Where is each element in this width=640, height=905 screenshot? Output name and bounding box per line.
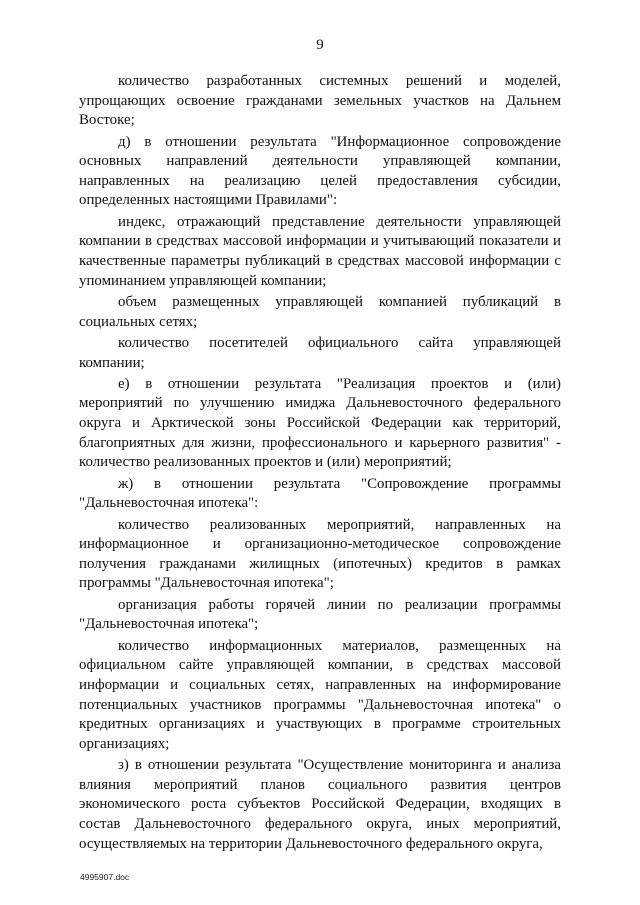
paragraph: е) в отношении результата "Реализация проектов и (или) мероприятий по улучшению имиджа Дальневосточного федерального округа и Арктической зоны Российской Федерации как территорий, благоприятных для жизни, профессионального и карьерного развития" - количество реализованных проектов и (или) мероприятий; [79, 375, 561, 471]
paragraph: организация работы горячей линии по реализации программы "Дальневосточная ипотека"; [79, 596, 561, 633]
paragraph: д) в отношении результата "Информационное сопровождение основных направлений деятельности управляющей компании, направленных на реализацию целей предоставления субсидии, определенных настоящими Правилами": [79, 133, 561, 209]
paragraph: количество разработанных системных решений и моделей, упрощающих освоение гражданами земельных участков на Дальнем Востоке; [79, 73, 561, 129]
page-number: 9 [316, 37, 324, 53]
paragraph: количество посетителей официального сайта управляющей компании; [79, 334, 561, 371]
document-body [79, 72, 561, 854]
document-filename: 4995907.doc [80, 872, 130, 882]
paragraph: объем размещенных управляющей компанией публикаций в социальных сетях; [79, 293, 561, 330]
paragraph: количество информационных материалов, размещенных на официальном сайте управляющей компании, в средствах массовой информации и социальных сетях, направленных на информирование потенциальных участников программы "Дальневосточная ипотека" о кредитных организациях и участвующих в программе строительных организациях; [79, 637, 561, 752]
paragraph: количество реализованных мероприятий, направленных на информационное и организационно-методическое сопровождение получения гражданами жилищных (ипотечных) кредитов в рамках программы "Дальневосточная ипотека"; [79, 516, 561, 592]
paragraph: ж) в отношении результата "Сопровождение программы "Дальневосточная ипотека": [79, 475, 561, 512]
paragraph: з) в отношении результата "Осуществление мониторинга и анализа влияния мероприятий планов социального развития центров экономического роста субъектов Российской Федерации, входящих в состав Дальневосточного федерального округа, иных мероприятий, осуществляемых на территории Дальневосточного федерального округа, [79, 757, 561, 852]
paragraph: индекс, отражающий представление деятельности управляющей компании в средствах массовой информации и учитывающий показатели и качественные параметры публикаций в средствах массовой информации с упоминанием управляющей компании; [79, 213, 561, 289]
